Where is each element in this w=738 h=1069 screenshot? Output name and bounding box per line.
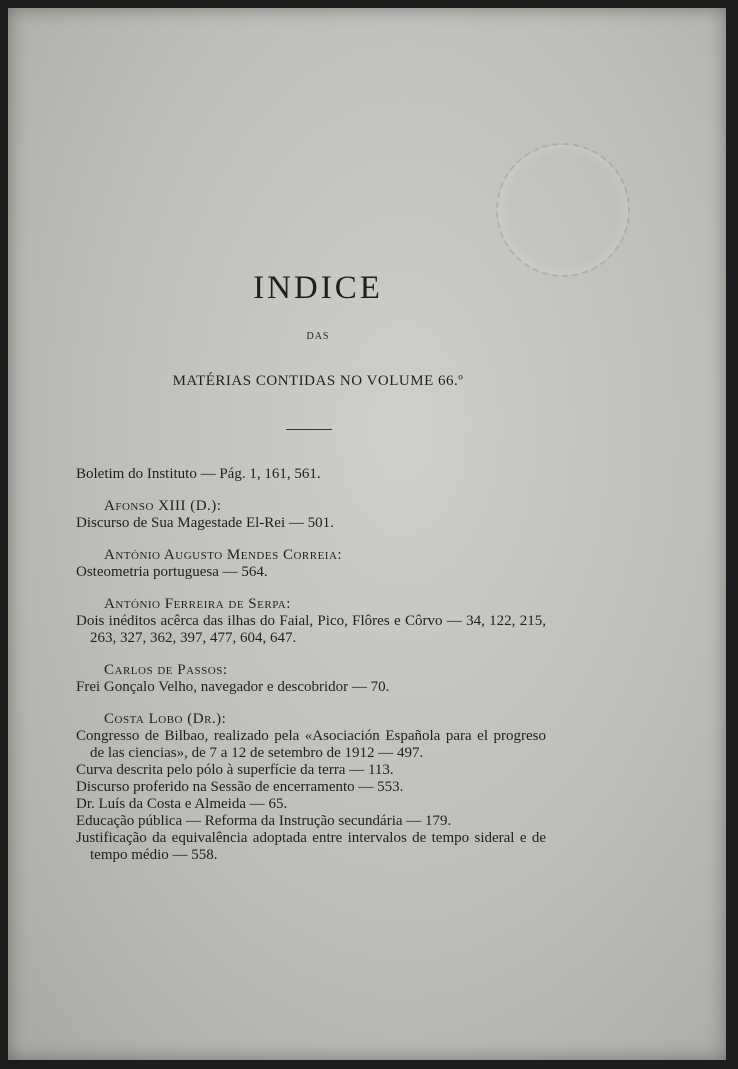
- index-entry: Curva descrita pelo pólo à superfície da terra — 113.: [76, 762, 394, 778]
- author-heading: António Augusto Mendes Correia:: [104, 547, 343, 563]
- author-heading: Costa Lobo (Dr.):: [104, 711, 227, 727]
- index-entry: Justificação da equivalência adoptada entre intervalos de tempo sideral e de tempo médio — 558.: [76, 830, 546, 863]
- title-divider: [286, 429, 332, 430]
- index-content: [76, 466, 546, 864]
- author-heading: António Ferreira de Serpa:: [104, 596, 291, 612]
- index-entry: Dois inéditos acêrca das ilhas do Faial, Pico, Flôres e Côrvo — 34, 122, 215, 263, 327, 362, 397, 477, 604, 647.: [76, 613, 546, 646]
- index-entry: Frei Gonçalo Velho, navegador e descobridor — 70.: [76, 679, 390, 695]
- index-entry: Boletim do Instituto — Pág. 1, 161, 561.: [76, 466, 321, 482]
- index-entry: Educação pública — Reforma da Instrução secundária — 179.: [76, 813, 452, 829]
- page-subtitle: MATÉRIAS CONTIDAS NO VOLUME 66.º: [172, 373, 464, 389]
- index-entry: Dr. Luís da Costa e Almeida — 65.: [76, 796, 288, 812]
- document-page: [8, 8, 726, 1060]
- author-heading: Afonso XIII (D.):: [104, 498, 222, 514]
- title-connector: DAS: [306, 331, 330, 342]
- index-entry: Discurso proferido na Sessão de encerramento — 553.: [76, 779, 404, 795]
- author-heading: Carlos de Passos:: [104, 662, 228, 678]
- page-title: INDICE: [253, 270, 383, 306]
- index-entry: Discurso de Sua Magestade El-Rei — 501.: [76, 515, 334, 531]
- index-entry: Congresso de Bilbao, realizado pela «Asociación Española para el progreso de las ciencias», de 7 a 12 de setembro de 1912 — 497.: [76, 728, 546, 761]
- index-entry: Osteometria portuguesa — 564.: [76, 564, 268, 580]
- embossed-seal: [496, 143, 630, 277]
